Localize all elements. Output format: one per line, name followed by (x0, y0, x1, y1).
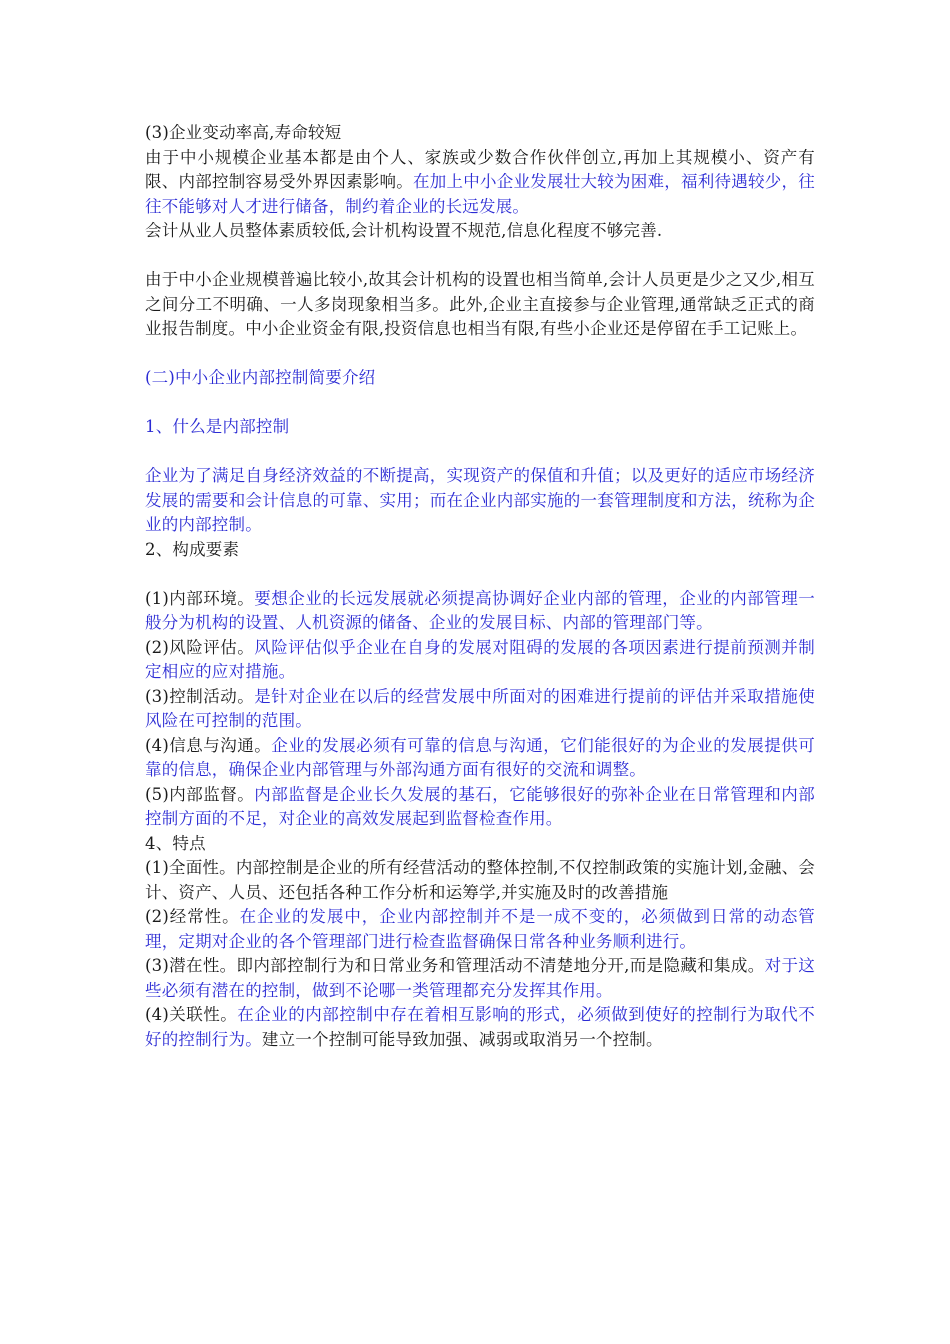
feature-label: (1)全面性。内部控制是企业的所有经营活动的整体控制,不仅控制政策的实施计划,金融、会计、资产、人员、还包括各种工作分析和运筹学,并实施及时的改善措施 (145, 858, 815, 902)
feature-highlight: 在企业的内部控制中存在着相互影响的形式，必须做到使好的控制行为取代不好的控制行为。 (145, 1005, 815, 1049)
blank-line (145, 562, 815, 587)
element-body: 企业的发展必须有可靠的信息与沟通，它们能很好的为企业的发展提供可靠的信息，确保企业内部管理与外部沟通方面有很好的交流和调整。 (145, 735, 815, 779)
element-item (145, 636, 815, 685)
element-body: 风险评估似乎企业在自身的发展对阻碍的发展的各项因素进行提前预测并制定相应的应对措施。 (145, 637, 815, 681)
element-body: 内部监督是企业长久发展的基石，它能够很好的弥补企业在日常管理和内部控制方面的不足，对企业的高效发展起到监督检查作用。 (145, 784, 815, 828)
element-body: 要想企业的长远发展就必须提高协调好企业内部的管理，企业的内部管理一般分为机构的设置、人机资源的储备、企业的发展目标、内部的管理部门等。 (145, 588, 815, 632)
element-label: (4)信息与沟通。 (145, 735, 272, 755)
feature-tail: 建立一个控制可能导致加强、减弱或取消另一个控制。 (261, 1029, 663, 1049)
element-item (145, 783, 815, 832)
q1-heading: 1、什么是内部控制 (145, 417, 290, 436)
part2-heading: (二)中小企业内部控制简要介绍 (145, 368, 376, 387)
paragraph-small-scale: 由于中小企业规模普遍比较小,故其会计机构的设置也相当简单,会计人员更是少之又少,相互之间分工不明确、一人多岗现象相当多。此外,企业主直接参与企业管理,通常缺乏正式的商业报告制度。中小企业资金有限,投资信息也相当有限,有些小企业还是停留在手工记账上。 (145, 270, 815, 338)
element-label: (3)控制活动。 (145, 686, 255, 706)
element-label: (2)风险评估。 (145, 637, 255, 657)
element-label: (5)内部监督。 (145, 784, 255, 804)
paragraph-founders-text: 由于中小规模企业基本都是由个人、家族或少数合作伙伴创立,再加上其规模小、资产有限、内部控制容易受外界因素影响。 (145, 147, 815, 191)
blank-line (145, 440, 815, 465)
q1-body: 企业为了满足自身经济效益的不断提高，实现资产的保值和升值；以及更好的适应市场经济发展的需要和会计信息的可靠、实用；而在企业内部实施的一套管理制度和方法，统称为企业的内部控制。 (145, 466, 815, 534)
document-page (145, 121, 815, 1052)
blank-line (145, 342, 815, 367)
paragraph-founders (145, 146, 815, 220)
blank-line (145, 391, 815, 416)
element-item (145, 587, 815, 636)
element-body: 是针对企业在以后的经营发展中所面对的困难进行提前的评估并采取措施使风险在可控制的范围。 (145, 686, 815, 730)
paragraph-accounting-staff: 会计从业人员整体素质较低,会计机构设置不规范,信息化程度不够完善. (145, 221, 663, 240)
q2-heading: 2、构成要素 (145, 539, 240, 559)
blank-line (145, 244, 815, 269)
feature-item (145, 856, 815, 905)
feature-item (145, 954, 815, 1003)
feature-label: (2)经常性。 (145, 907, 240, 926)
feature-label: (4)关联性。 (145, 1005, 238, 1024)
feature-item (145, 905, 815, 954)
feature-item (145, 1003, 815, 1052)
paragraph-founders-highlight: 在加上中小企业发展壮大较为困难，福利待遇较少，往往不能够对人才进行储备，制约着企业的长远发展。 (145, 172, 815, 216)
element-item (145, 734, 815, 783)
section-heading-3: (3)企业变动率高,寿命较短 (145, 123, 342, 142)
element-label: (1)内部环境。 (145, 588, 255, 608)
feature-highlight: 对于这些必须有潜在的控制，做到不论哪一类管理都充分发挥其作用。 (145, 956, 816, 1000)
element-item (145, 685, 815, 734)
feature-highlight: 在企业的发展中，企业内部控制并不是一成不变的，必须做到日常的动态管理，定期对企业的各个管理部门进行检查监督确保日常各种业务顺利进行。 (145, 907, 815, 951)
q4-heading: 4、特点 (145, 833, 206, 853)
feature-label: (3)潜在性。即内部控制行为和日常业务和管理活动不清楚地分开,而是隐藏和集成。 (145, 956, 765, 975)
